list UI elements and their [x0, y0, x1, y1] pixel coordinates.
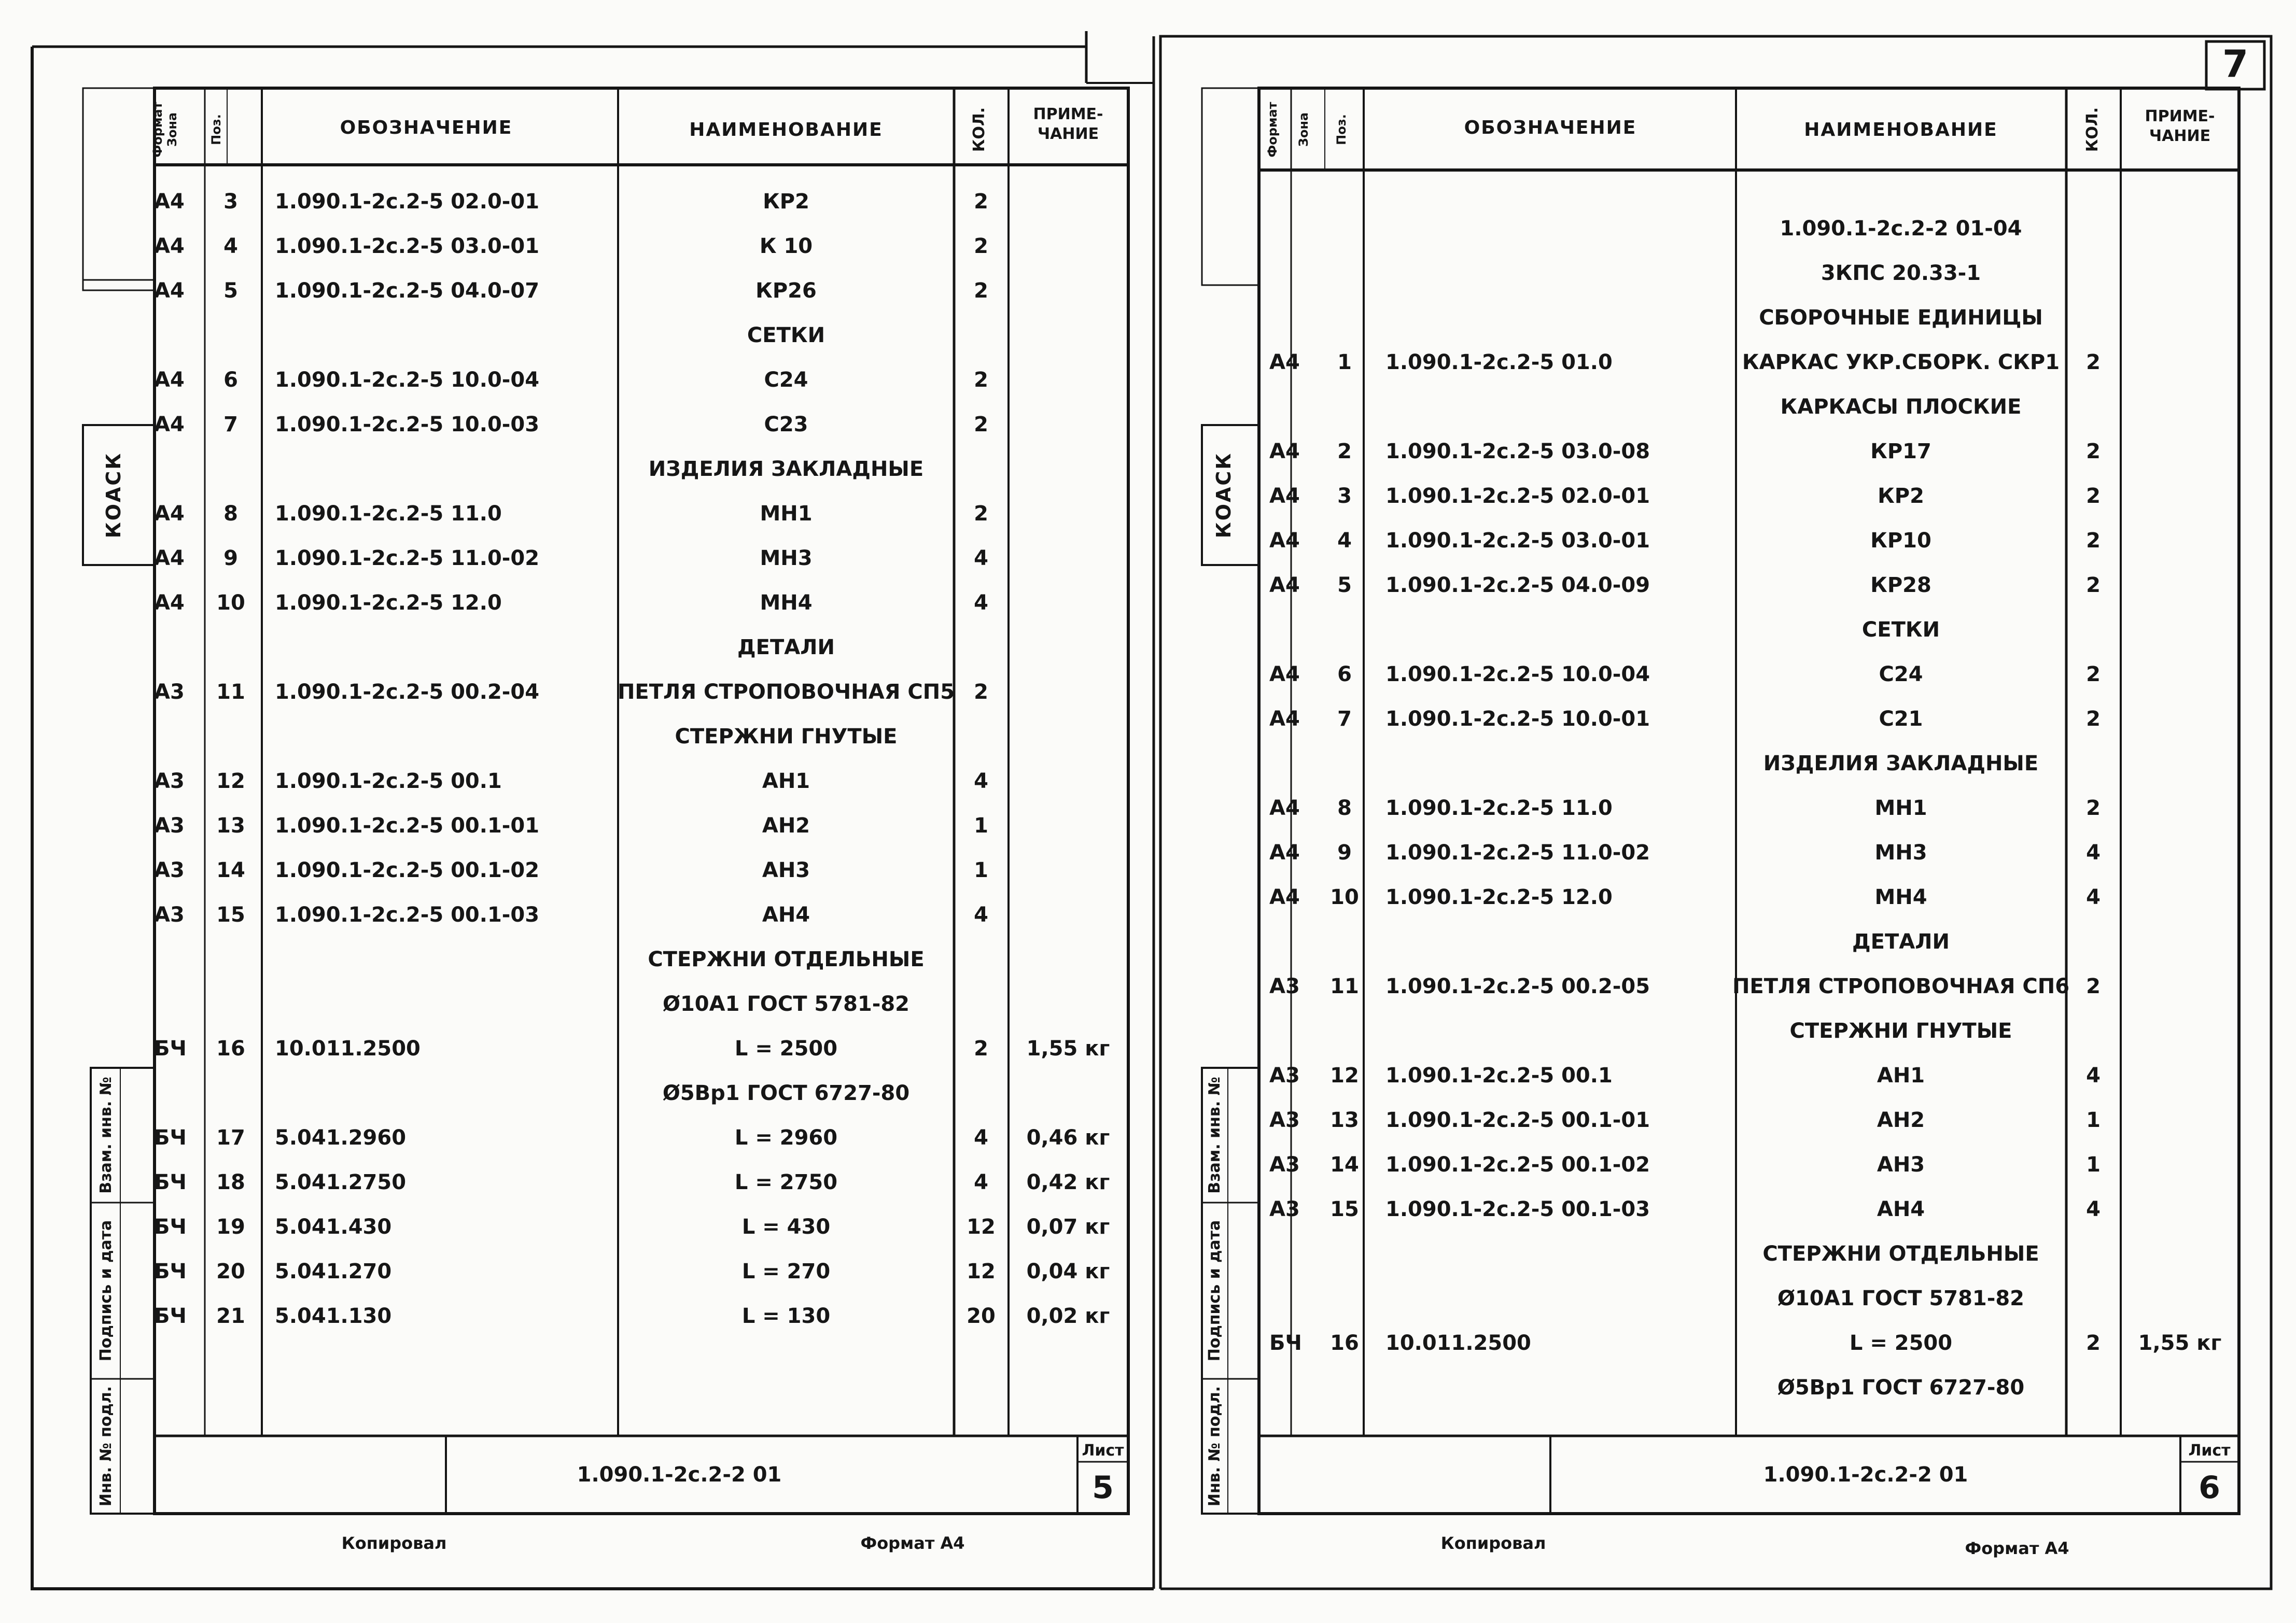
right-side-label-replace: Взам. инв. №	[1206, 1077, 1224, 1194]
left-header-name: НАИМЕНОВАНИЕ	[689, 119, 883, 140]
right-cell-format: A4	[1269, 350, 1300, 374]
right-header-note-2: ЧАНИЕ	[2149, 127, 2211, 145]
right-cell-name: Ø5Вр1 ГОСТ 6727-80	[1777, 1376, 2025, 1400]
left-cell-pos: 13	[216, 814, 245, 838]
right-header-name: НАИМЕНОВАНИЕ	[1804, 119, 1998, 140]
right-cell-name: С21	[1879, 707, 1923, 731]
left-cell-name: АН4	[762, 903, 810, 927]
left-cell-pos: 19	[216, 1215, 245, 1239]
left-header-zone: Зона	[165, 112, 179, 147]
right-footer-format: Формат А4	[1965, 1539, 2069, 1558]
left-cell-format: A3	[154, 814, 185, 838]
right-footer-copied: Копировал	[1440, 1533, 1546, 1553]
right-cell-pos: 1	[1337, 350, 1352, 374]
right-spec-row	[1790, 1019, 2012, 1043]
right-cell-designation: 1.090.1-2с.2-5 00.1	[1385, 1064, 1613, 1088]
right-cell-name: КР17	[1870, 440, 1931, 463]
right-cell-name: ДЕТАЛИ	[1852, 930, 1950, 954]
right-cell-name: 1.090.1-2с.2-2 01-04	[1780, 217, 2022, 241]
left-cell-note: 0,42 кг	[1026, 1170, 1110, 1194]
right-header-format: Формат	[1265, 102, 1280, 158]
left-cell-format: БЧ	[154, 1170, 187, 1194]
left-cell-name: С24	[764, 368, 808, 392]
left-cell-name: КР26	[755, 279, 817, 303]
right-cell-designation: 1.090.1-2с.2-5 00.2-05	[1385, 975, 1650, 998]
right-cell-pos: 13	[1330, 1108, 1359, 1132]
right-cell-name: 3КПС 20.33-1	[1821, 261, 1981, 285]
left-cell-note: 0,04 кг	[1026, 1260, 1110, 1283]
right-cell-pos: 4	[1337, 529, 1352, 553]
right-cell-designation: 1.090.1-2с.2-5 00.1-02	[1385, 1153, 1650, 1177]
right-cell-format: A4	[1269, 529, 1300, 553]
left-cell-qty: 4	[974, 903, 988, 927]
left-cell-name: L = 2960	[734, 1126, 838, 1150]
left-spec-row	[663, 992, 909, 1016]
left-cell-designation: 1.090.1-2с.2-5 02.0-01	[275, 190, 540, 214]
left-cell-qty: 4	[974, 769, 988, 793]
right-spec-row	[1862, 618, 1940, 642]
left-cell-name: К 10	[759, 234, 813, 258]
right-cell-qty: 2	[2086, 796, 2101, 820]
right-sheet-number: 6	[2199, 1470, 2220, 1506]
right-cell-designation: 1.090.1-2с.2-5 00.1-03	[1385, 1197, 1650, 1221]
left-spec-row	[663, 1081, 909, 1105]
left-cell-pos: 14	[216, 858, 245, 882]
left-cell-designation: 1.090.1-2с.2-5 00.1-01	[275, 814, 540, 838]
left-cell-format: A4	[154, 279, 185, 303]
left-cell-format: A4	[154, 546, 185, 570]
left-cell-note: 0,07 кг	[1026, 1215, 1110, 1239]
right-cell-qty: 1	[2086, 1108, 2101, 1132]
right-cell-format: A3	[1269, 1153, 1300, 1177]
left-cell-designation: 1.090.1-2с.2-5 11.0	[275, 502, 502, 526]
right-cell-designation: 1.090.1-2с.2-5 04.0-09	[1385, 573, 1650, 597]
right-cell-name: АН3	[1877, 1153, 1925, 1177]
left-cell-designation: 1.090.1-2с.2-5 10.0-03	[275, 413, 540, 436]
left-cell-format: A4	[154, 368, 185, 392]
right-cell-name: КАРКАС УКР.СБОРК. СКР1	[1742, 350, 2060, 374]
right-cell-designation: 1.090.1-2с.2-5 00.1-01	[1385, 1108, 1650, 1132]
left-cell-pos: 18	[216, 1170, 245, 1194]
right-cell-format: A4	[1269, 796, 1300, 820]
left-cell-qty: 2	[974, 190, 988, 214]
right-header-pos: Поз.	[1334, 114, 1349, 145]
left-cell-format: БЧ	[154, 1215, 187, 1239]
right-cell-qty: 2	[2086, 350, 2101, 374]
left-cell-pos: 3	[223, 190, 238, 214]
left-cell-qty: 2	[974, 234, 988, 258]
right-header-zone: Зона	[1296, 112, 1311, 147]
left-cell-qty: 4	[974, 1170, 988, 1194]
left-cell-qty: 2	[974, 1037, 988, 1061]
left-spec-row	[675, 725, 898, 749]
right-cell-pos: 15	[1330, 1197, 1359, 1221]
left-side-label-signature: Подпись и дата	[97, 1220, 115, 1362]
left-cell-format: A3	[154, 680, 185, 704]
left-cell-pos: 11	[216, 680, 245, 704]
left-cell-designation: 1.090.1-2с.2-5 03.0-01	[275, 234, 540, 258]
left-header-pos: Поз.	[209, 114, 223, 145]
right-spec-row	[1852, 930, 1950, 954]
left-cell-pos: 9	[223, 546, 238, 570]
right-spec-row	[1759, 306, 2043, 330]
right-cell-name: СБОРОЧНЫЕ ЕДИНИЦЫ	[1759, 306, 2043, 330]
left-cell-pos: 5	[223, 279, 238, 303]
left-cell-designation: 1.090.1-2с.2-5 10.0-04	[275, 368, 540, 392]
right-header-note-1: ПРИМЕ-	[2145, 107, 2215, 125]
right-cell-name: СЕТКИ	[1861, 618, 1940, 642]
left-cell-qty: 1	[974, 858, 988, 882]
right-cell-designation: 1.090.1-2с.2-5 10.0-04	[1385, 662, 1650, 686]
right-cell-format: A3	[1269, 1197, 1300, 1221]
left-cell-qty: 12	[967, 1215, 996, 1239]
right-cell-name: ИЗДЕЛИЯ ЗАКЛАДНЫЕ	[1763, 752, 2039, 775]
left-cell-format: A4	[154, 413, 185, 436]
left-cell-pos: 17	[216, 1126, 245, 1150]
left-header-format: Формат	[150, 102, 165, 158]
right-cell-pos: 6	[1337, 662, 1352, 686]
left-cell-qty: 2	[974, 680, 988, 704]
right-cell-qty: 1	[2086, 1153, 2101, 1177]
left-cell-pos: 4	[223, 234, 238, 258]
left-cell-format: A3	[154, 903, 185, 927]
left-cell-designation: 1.090.1-2с.2-5 12.0	[275, 591, 502, 615]
right-cell-name: Ø10А1 ГОСТ 5781-82	[1777, 1287, 2025, 1310]
left-cell-note: 0,46 кг	[1026, 1126, 1110, 1150]
right-cell-qty: 2	[2086, 707, 2101, 731]
right-spec-row	[1762, 1242, 2039, 1266]
left-cell-designation: 5.041.430	[275, 1215, 392, 1239]
right-cell-format: A3	[1269, 975, 1300, 998]
right-cell-format: БЧ	[1269, 1331, 1302, 1355]
right-spec-row	[1821, 261, 1981, 285]
right-cell-pos: 9	[1337, 841, 1352, 865]
right-cell-name: МН1	[1874, 796, 1927, 820]
left-cell-pos: 15	[216, 903, 245, 927]
left-cell-pos: 7	[223, 413, 238, 436]
left-cell-format: БЧ	[154, 1304, 187, 1328]
left-cell-format: БЧ	[154, 1260, 187, 1283]
right-cell-name: КР2	[1878, 484, 1924, 508]
left-header-designation: ОБОЗНАЧЕНИЕ	[340, 117, 513, 138]
left-cell-name: СТЕРЖНИ ОТДЕЛЬНЫЕ	[648, 948, 925, 971]
left-cell-name: МН1	[760, 502, 813, 526]
right-cell-note: 1,55 кг	[2138, 1331, 2222, 1355]
right-sheet-label: Лист	[2188, 1442, 2231, 1460]
left-cell-designation: 5.041.2750	[275, 1170, 407, 1194]
right-cell-qty: 2	[2086, 440, 2101, 463]
left-cell-qty: 4	[974, 591, 988, 615]
left-header-qty: КОЛ.	[970, 107, 988, 152]
right-spec-row	[1777, 1376, 2024, 1400]
left-header-note-1: ПРИМЕ-	[1033, 105, 1103, 123]
left-cell-qty: 12	[967, 1260, 996, 1283]
right-cell-pos: 10	[1330, 885, 1359, 909]
left-cell-designation: 5.041.270	[275, 1260, 392, 1283]
right-cell-format: A4	[1269, 440, 1300, 463]
left-cell-name: L = 430	[741, 1215, 831, 1239]
left-cell-name: L = 2750	[734, 1170, 838, 1194]
left-cell-name: Ø5Вр1 ГОСТ 6727-80	[662, 1081, 910, 1105]
left-cell-qty: 4	[974, 1126, 988, 1150]
right-cell-format: A4	[1269, 841, 1300, 865]
left-cell-name: МН4	[760, 591, 813, 615]
left-title-designation: 1.090.1-2с.2-2 01	[577, 1463, 782, 1487]
left-cell-pos: 20	[216, 1260, 245, 1283]
left-sheet-number: 5	[1092, 1470, 1114, 1506]
right-cell-designation: 1.090.1-2с.2-5 02.0-01	[1385, 484, 1650, 508]
right-side-label-inventory: Инв. № подл.	[1206, 1386, 1224, 1507]
left-cell-format: БЧ	[154, 1126, 187, 1150]
right-side-stamp: КОАСК	[1212, 451, 1235, 539]
right-cell-pos: 8	[1337, 796, 1352, 820]
right-cell-name: КАРКАСЫ ПЛОСКИЕ	[1780, 395, 2022, 419]
right-cell-designation: 1.090.1-2с.2-5 11.0	[1385, 796, 1613, 820]
left-cell-qty: 2	[974, 279, 988, 303]
left-footer-copied: Копировал	[341, 1533, 447, 1553]
left-cell-pos: 16	[216, 1037, 245, 1061]
right-cell-pos: 11	[1330, 975, 1359, 998]
right-cell-designation: 1.090.1-2с.2-5 01.0	[1385, 350, 1613, 374]
left-cell-name: L = 2500	[734, 1037, 838, 1061]
right-header-designation: ОБОЗНАЧЕНИЕ	[1464, 117, 1637, 138]
left-cell-name: ИЗДЕЛИЯ ЗАКЛАДНЫЕ	[648, 457, 924, 481]
right-cell-format: A4	[1269, 662, 1300, 686]
right-cell-qty: 2	[2086, 1331, 2101, 1355]
right-cell-name: АН1	[1877, 1064, 1925, 1088]
left-cell-qty: 2	[974, 413, 988, 436]
left-cell-name: ДЕТАЛИ	[737, 636, 835, 659]
left-side-label-replace: Взам. инв. №	[97, 1077, 115, 1194]
right-cell-pos: 14	[1330, 1153, 1359, 1177]
right-cell-name: L = 2500	[1849, 1331, 1953, 1355]
left-cell-format: БЧ	[154, 1037, 187, 1061]
right-cell-pos: 3	[1337, 484, 1352, 508]
left-cell-name: АН3	[762, 858, 810, 882]
left-cell-designation: 1.090.1-2с.2-5 00.1	[275, 769, 502, 793]
right-spec-row	[1763, 752, 2038, 775]
left-cell-pos: 8	[223, 502, 238, 526]
right-cell-qty: 4	[2086, 885, 2101, 909]
right-cell-designation: 1.090.1-2с.2-5 12.0	[1385, 885, 1613, 909]
left-spec-row	[649, 457, 923, 481]
right-cell-qty: 4	[2086, 1197, 2101, 1221]
right-cell-name: С24	[1879, 662, 1923, 686]
right-cell-format: A4	[1269, 484, 1300, 508]
right-cell-pos: 2	[1337, 440, 1352, 463]
right-cell-name: СТЕРЖНИ ГНУТЫЕ	[1789, 1019, 2012, 1043]
right-cell-format: A4	[1269, 707, 1300, 731]
left-cell-format: A3	[154, 858, 185, 882]
right-cell-pos: 16	[1330, 1331, 1359, 1355]
right-cell-format: A4	[1269, 573, 1300, 597]
left-cell-designation: 1.090.1-2с.2-5 00.2-04	[275, 680, 540, 704]
left-header-note-2: ЧАНИЕ	[1037, 125, 1099, 143]
left-cell-qty: 1	[974, 814, 988, 838]
right-cell-designation: 10.011.2500	[1385, 1331, 1531, 1355]
left-cell-name: С23	[764, 413, 808, 436]
right-cell-name: КР28	[1870, 573, 1931, 597]
left-cell-qty: 2	[974, 502, 988, 526]
left-footer-format: Формат А4	[860, 1533, 965, 1553]
right-cell-designation: 1.090.1-2с.2-5 03.0-08	[1385, 440, 1650, 463]
left-cell-pos: 6	[223, 368, 238, 392]
right-cell-qty: 2	[2086, 662, 2101, 686]
left-cell-format: A4	[154, 502, 185, 526]
left-cell-designation: 1.090.1-2с.2-5 04.0-07	[275, 279, 540, 303]
right-spec-row	[1781, 395, 2022, 419]
left-cell-name: КР2	[763, 190, 809, 214]
right-spec-row	[1777, 1287, 2024, 1310]
right-cell-format: A4	[1269, 885, 1300, 909]
left-cell-pos: 12	[216, 769, 245, 793]
left-side-stamp: КОАСК	[102, 451, 125, 539]
right-cell-pos: 5	[1337, 573, 1352, 597]
left-sheet-label: Лист	[1082, 1442, 1124, 1460]
right-spec-row	[1780, 217, 2022, 241]
right-cell-name: КР10	[1870, 529, 1931, 553]
right-side-label-signature: Подпись и дата	[1206, 1220, 1224, 1362]
left-cell-designation: 1.090.1-2с.2-5 00.1-02	[275, 858, 540, 882]
right-cell-format: A3	[1269, 1108, 1300, 1132]
left-cell-format: A4	[154, 190, 185, 214]
left-cell-designation: 5.041.130	[275, 1304, 392, 1328]
right-cell-qty: 2	[2086, 573, 2101, 597]
left-cell-designation: 1.090.1-2с.2-5 11.0-02	[275, 546, 540, 570]
left-cell-designation: 1.090.1-2с.2-5 00.1-03	[275, 903, 540, 927]
left-cell-name: АН1	[762, 769, 810, 793]
left-cell-name: МН3	[760, 546, 813, 570]
left-spec-row	[648, 948, 924, 971]
right-cell-name: ПЕТЛЯ СТРОПОВОЧНАЯ СП6	[1732, 975, 2070, 998]
left-spec-row	[747, 323, 825, 347]
page-number: 7	[2222, 42, 2249, 86]
left-cell-qty: 20	[967, 1304, 996, 1328]
left-cell-format: A4	[154, 234, 185, 258]
right-header-qty: КОЛ.	[2083, 107, 2102, 152]
right-cell-qty: 4	[2086, 841, 2101, 865]
left-cell-name: АН2	[762, 814, 810, 838]
left-cell-format: A4	[154, 591, 185, 615]
left-cell-name: СЕТКИ	[747, 323, 825, 347]
right-cell-pos: 7	[1337, 707, 1352, 731]
left-cell-name: L = 130	[741, 1304, 831, 1328]
right-cell-qty: 2	[2086, 975, 2101, 998]
left-cell-pos: 21	[216, 1304, 245, 1328]
left-cell-note: 0,02 кг	[1026, 1304, 1110, 1328]
left-cell-name: Ø10А1 ГОСТ 5781-82	[662, 992, 910, 1016]
right-title-designation: 1.090.1-2с.2-2 01	[1763, 1463, 1968, 1487]
left-cell-name: ПЕТЛЯ СТРОПОВОЧНАЯ СП5	[617, 680, 955, 704]
right-cell-name: МН4	[1874, 885, 1927, 909]
left-cell-format: A3	[154, 769, 185, 793]
left-cell-designation: 5.041.2960	[275, 1126, 407, 1150]
right-cell-qty: 4	[2086, 1064, 2101, 1088]
left-cell-qty: 2	[974, 368, 988, 392]
left-spec-row	[737, 636, 835, 659]
right-cell-name: МН3	[1874, 841, 1927, 865]
right-cell-designation: 1.090.1-2с.2-5 11.0-02	[1385, 841, 1650, 865]
right-cell-designation: 1.090.1-2с.2-5 10.0-01	[1385, 707, 1650, 731]
right-cell-name: АН4	[1877, 1197, 1925, 1221]
right-cell-qty: 2	[2086, 484, 2101, 508]
right-cell-format: A3	[1269, 1064, 1300, 1088]
right-cell-designation: 1.090.1-2с.2-5 03.0-01	[1385, 529, 1650, 553]
right-cell-qty: 2	[2086, 529, 2101, 553]
left-cell-name: СТЕРЖНИ ГНУТЫЕ	[675, 725, 898, 749]
right-cell-pos: 12	[1330, 1064, 1359, 1088]
left-side-label-inventory: Инв. № подл.	[97, 1386, 115, 1507]
right-cell-name: АН2	[1877, 1108, 1925, 1132]
left-cell-qty: 4	[974, 546, 988, 570]
right-cell-name: СТЕРЖНИ ОТДЕЛЬНЫЕ	[1762, 1242, 2039, 1266]
left-cell-note: 1,55 кг	[1026, 1037, 1110, 1061]
left-cell-name: L = 270	[741, 1260, 831, 1283]
left-cell-designation: 10.011.2500	[275, 1037, 421, 1061]
left-cell-pos: 10	[216, 591, 245, 615]
